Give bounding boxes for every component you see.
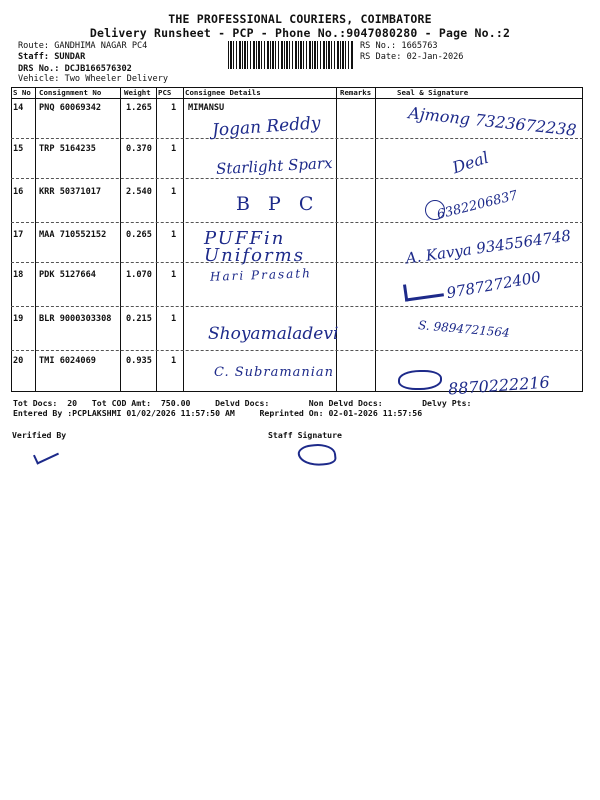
row-pcs: 1 (171, 314, 177, 324)
table-header (11, 87, 583, 99)
verified-signature-mark (33, 445, 59, 464)
row-pcs: 1 (171, 356, 177, 366)
rs-date: RS Date: 02-Jan-2026 (360, 52, 464, 62)
col-divider (35, 87, 36, 392)
col-divider (375, 87, 376, 392)
row-divider (11, 350, 583, 351)
row-weight: 0.370 (126, 144, 152, 154)
col-remarks: Remarks (340, 88, 372, 97)
handwritten-consignee: Hari Prasath (209, 266, 313, 284)
row-consignee: MIMANSU (188, 103, 225, 113)
handwritten-consignee: Jogan Reddy (211, 113, 322, 141)
handwritten-consignee: Starlight Sparx (215, 153, 333, 179)
row-sno: 14 (13, 103, 24, 113)
verified-by-label: Verified By (12, 430, 67, 440)
handwritten-signature: Ajmong 7323672238 (407, 103, 578, 140)
row-consignment: TRP 5164235 (39, 144, 96, 154)
drs-text: DRS No.: DCJB166576302 (18, 64, 132, 74)
row-consignment: BLR 9000303308 (39, 314, 112, 324)
col-weight: Weight (124, 88, 151, 97)
col-signature: Seal & Signature (397, 88, 469, 97)
handwritten-consignee: Shoyamaladevi (208, 324, 339, 344)
row-weight: 1.265 (126, 103, 152, 113)
col-consignment: Consignment No (39, 88, 102, 97)
row-pcs: 1 (171, 270, 177, 280)
handwritten-signature: A. Kavya 9345564748 (404, 226, 573, 268)
barcode (228, 41, 354, 69)
row-divider (11, 306, 583, 307)
row-sno: 17 (13, 230, 24, 240)
col-consignee: Consignee Details (185, 88, 261, 97)
row-sno: 19 (13, 314, 24, 324)
row-pcs: 1 (171, 103, 177, 113)
row-pcs: 1 (171, 187, 177, 197)
company-title: THE PROFESSIONAL COURIERS, COIMBATORE (168, 12, 432, 26)
row-sno: 16 (13, 187, 24, 197)
handwritten-signature: 6382206837 (435, 188, 520, 223)
row-sno: 20 (13, 356, 24, 366)
row-divider (11, 138, 583, 139)
vehicle-text: Vehicle: Two Wheeler Delivery (18, 74, 169, 84)
route-text: Route: GANDHIMA NAGAR PC4 (18, 41, 148, 51)
entered-by-line: Entered By :PCPLAKSHMI 01/02/2026 11:57:50 AM Reprinted On: 02-01-2026 11:57:56 (13, 408, 423, 418)
row-weight: 0.265 (126, 230, 152, 240)
row-weight: 1.070 (126, 270, 152, 280)
staff-text: Staff: SUNDAR (18, 52, 86, 62)
row-pcs: 1 (171, 144, 177, 154)
row-sno: 15 (13, 144, 24, 154)
row-consignment: PDK 5127664 (39, 270, 96, 280)
row-weight: 2.540 (126, 187, 152, 197)
col-divider (183, 87, 184, 392)
totals-line: Tot Docs: 20 Tot COD Amt: 750.00 Delvd Docs: Non Delvd Docs: Delvy Pts: (13, 398, 472, 408)
row-consignment: KRR 50371017 (39, 187, 102, 197)
col-pcs: PCS (158, 88, 172, 97)
handwritten-signature: Deal (449, 147, 491, 178)
row-consignment: MAA 710552152 (39, 230, 107, 240)
col-divider (336, 87, 337, 392)
row-weight: 0.215 (126, 314, 152, 324)
runsheet-subtitle: Delivery Runsheet - PCP - Phone No.:9047080280 - Page No.:2 (89, 26, 511, 40)
rs-number: RS No.: 1665763 (360, 41, 438, 51)
handwritten-consignee: PUFFin Uniforms (204, 228, 305, 266)
staff-signature-mark (297, 442, 337, 468)
row-divider (11, 178, 583, 179)
row-pcs: 1 (171, 230, 177, 240)
handwritten-signature: S. 9894721564 (417, 318, 511, 340)
row-consignment: PNQ 60069342 (39, 103, 102, 113)
handwritten-signature: 9787272400 (445, 267, 543, 303)
col-divider (120, 87, 121, 392)
col-divider (156, 87, 157, 392)
row-sno: 18 (13, 270, 24, 280)
row-consignment: TMI 6024069 (39, 356, 96, 366)
staff-signature-label: Staff Signature (268, 430, 342, 440)
handwritten-signature: 8870222216 (447, 372, 551, 399)
row-divider (11, 222, 583, 223)
handwritten-consignee: C. Subramanian (214, 365, 335, 380)
signature-scribble (398, 370, 442, 390)
col-sno: S No (13, 88, 31, 97)
handwritten-consignee: B P C (236, 193, 320, 215)
row-weight: 0.935 (126, 356, 152, 366)
